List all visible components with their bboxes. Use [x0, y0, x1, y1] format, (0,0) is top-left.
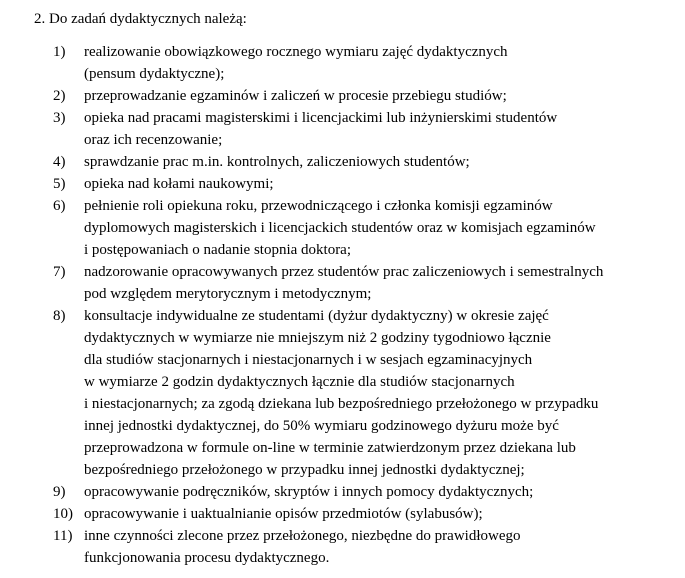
item-text [84, 305, 685, 481]
duties-list [0, 41, 685, 569]
item-text-line: realizowanie obowiązkowego rocznego wymiaru zajęć dydaktycznych [84, 44, 508, 60]
item-number: 7) [53, 264, 66, 280]
item-text [84, 173, 685, 195]
item-text-line: przeprowadzanie egzaminów i zaliczeń w procesie przebiegu studiów; [84, 88, 507, 104]
item-text [84, 261, 685, 305]
item-text-line: przeprowadzona w formule on-line w terminie zatwierdzonym przez dziekana lub [84, 440, 576, 456]
item-text-line: nadzorowanie opracowywanych przez studentów prac zaliczeniowych i semestralnych [84, 264, 604, 280]
list-item [0, 305, 685, 481]
list-item [0, 503, 685, 525]
item-text-line: (pensum dydaktyczne); [84, 66, 225, 82]
item-number: 4) [53, 154, 66, 170]
list-item [0, 525, 685, 569]
item-number: 9) [53, 484, 66, 500]
item-text-line: konsultacje indywidualne ze studentami (dyżur dydaktyczny) w okresie zajęć [84, 308, 549, 324]
item-text [84, 481, 685, 503]
list-item [0, 41, 685, 85]
item-number: 3) [53, 110, 66, 126]
item-text-line: opieka nad pracami magisterskimi i licencjackimi lub inżynierskimi studentów [84, 110, 558, 126]
item-text [84, 41, 685, 85]
item-number: 8) [53, 308, 66, 324]
item-text [84, 107, 685, 151]
list-item [0, 107, 685, 151]
item-text-line: dydaktycznych w wymiarze nie mniejszym niż 2 godziny tygodniowo łącznie [84, 330, 551, 346]
list-item [0, 261, 685, 305]
item-text-line: oraz ich recenzowanie; [84, 132, 223, 148]
item-text-line: innej jednostki dydaktycznej, do 50% wymiaru godzinowego dyżuru może być [84, 418, 559, 434]
list-item [0, 195, 685, 261]
item-text [84, 151, 685, 173]
item-text-line: opieka nad kołami naukowymi; [84, 176, 274, 192]
item-text-line: funkcjonowania procesu dydaktycznego. [84, 550, 330, 566]
item-number: 2) [53, 88, 66, 104]
item-number: 6) [53, 198, 66, 214]
item-text-line: i postępowaniach o nadanie stopnia doktora; [84, 242, 352, 258]
item-text-line: opracowywanie i uaktualnianie opisów przedmiotów (sylabusów); [84, 506, 483, 522]
item-number: 5) [53, 176, 66, 192]
item-text-line: sprawdzanie prac m.in. kontrolnych, zaliczeniowych studentów; [84, 154, 470, 170]
section-heading: 2. Do zadań dydaktycznych należą: [34, 11, 247, 27]
item-number: 11) [53, 528, 73, 544]
item-text-line: opracowywanie podręczników, skryptów i innych pomocy dydaktycznych; [84, 484, 534, 500]
item-text-line: dla studiów stacjonarnych i niestacjonarnych i w sesjach egzaminacyjnych [84, 352, 533, 368]
list-item [0, 151, 685, 173]
list-item [0, 173, 685, 195]
item-text-line: bezpośredniego przełożonego w przypadku innej jednostki dydaktycznej; [84, 462, 525, 478]
item-text [84, 525, 685, 569]
item-text-line: inne czynności zlecone przez przełożonego, niezbędne do prawidłowego [84, 528, 521, 544]
item-text [84, 195, 685, 261]
list-item [0, 481, 685, 503]
list-item [0, 85, 685, 107]
item-text-line: w wymiarze 2 godzin dydaktycznych łącznie dla studiów stacjonarnych [84, 374, 515, 390]
item-text-line: pod względem merytorycznym i metodycznym; [84, 286, 372, 302]
item-text-line: dyplomowych magisterskich i licencjackich studentów oraz w komisjach egzaminów [84, 220, 596, 236]
item-text [84, 85, 685, 107]
item-text-line: pełnienie roli opiekuna roku, przewodniczącego i członka komisji egzaminów [84, 198, 553, 214]
item-text-line: i niestacjonarnych; za zgodą dziekana lub bezpośredniego przełożonego w przypadku [84, 396, 599, 412]
item-text [84, 503, 685, 525]
item-number: 10) [53, 506, 73, 522]
item-number: 1) [53, 44, 66, 60]
